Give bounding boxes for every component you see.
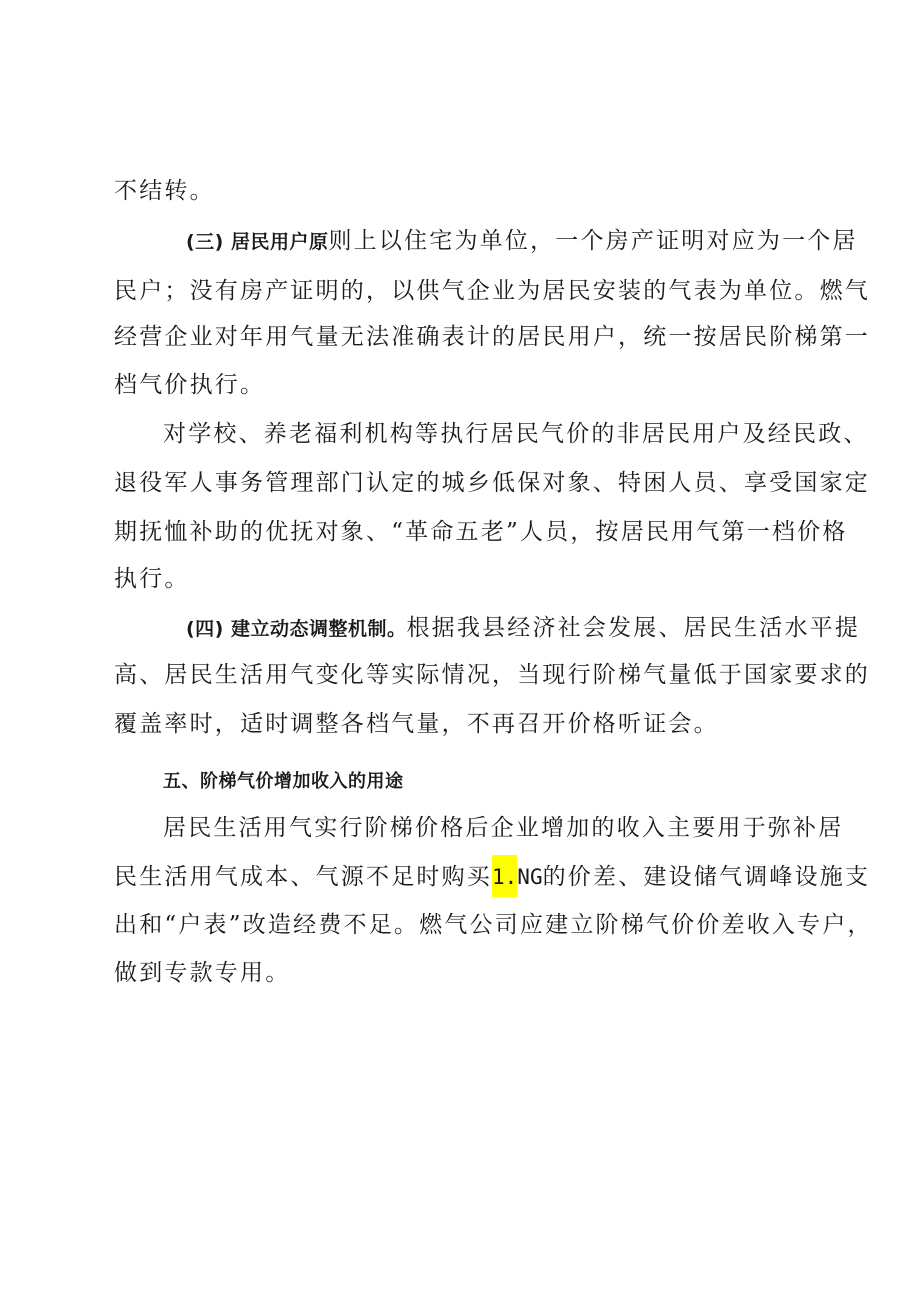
paragraph-line-16 [114,958,814,988]
text-l8: 期抚恤补助的优抚对象、“革命五老”人员，按居民用气第一档价格 [114,519,848,545]
text-l16: 做到专款专用。 [114,960,291,986]
paragraph-line-9 [114,564,814,594]
paragraph-line-11 [114,660,870,690]
text-l3: 民户；没有房产证明的，以供气企业为居民安装的气表为单位。燃气 [114,278,870,304]
highlighted-text: 1. [492,855,517,897]
paragraph-line-12 [114,709,814,739]
text-l9: 执行。 [114,566,190,592]
paragraph-line-4 [114,322,870,352]
text-l4: 经营企业对年用气量无法准确表计的居民用户，统一按居民阶梯第一 [114,324,870,350]
text-l14-b: NG [517,865,543,889]
section-4-title: (四) 建立动态调整机制。 [186,618,407,640]
paragraph-line-2 [186,226,886,257]
paragraph-line-14 [114,862,871,892]
paragraph-line-13 [163,813,863,843]
text-l12: 覆盖率时，适时调整各档气量，不再召开价格听证会。 [114,711,719,737]
text-l11: 高、居民生活用气变化等实际情况，当现行阶梯气量低于国家要求的 [114,662,870,688]
text-l2: 则上以住宅为单位，一个房产证明对应为一个居 [328,228,858,254]
text-l14-a: 民生活用气成本、气源不足时购买 [114,864,492,890]
paragraph-line-15 [114,910,873,940]
paragraph-line-8 [114,517,848,547]
paragraph-line-1 [114,176,814,206]
paragraph-line-5 [114,370,814,400]
text-l6: 对学校、养老福利机构等执行居民气价的非居民用户及经民政、 [163,421,869,447]
paragraph-line-6 [163,419,869,449]
paragraph-line-7 [114,468,870,498]
section-5-heading: 五、阶梯气价增加收入的用途 [163,771,404,792]
paragraph-line-10 [186,613,886,644]
text-l15: 出和“户表”改造经费不足。燃气公司应建立阶梯气价价差收入专户， [114,912,873,938]
section-3-title: (三) 居民用户原 [186,231,329,253]
text-l1: 不结转。 [114,178,215,204]
text-l14-c: 的价差、建设储气调峰设施支 [542,864,871,890]
text-l5: 档气价执行。 [114,372,266,398]
text-l10: 根据我县经济社会发展、居民生活水平提 [406,615,861,641]
text-l13: 居民生活用气实行阶梯价格后企业增加的收入主要用于弥补居 [163,815,844,841]
paragraph-line-3 [114,276,870,306]
text-l7: 退役军人事务管理部门认定的城乡低保对象、特困人员、享受国家定 [114,470,870,496]
